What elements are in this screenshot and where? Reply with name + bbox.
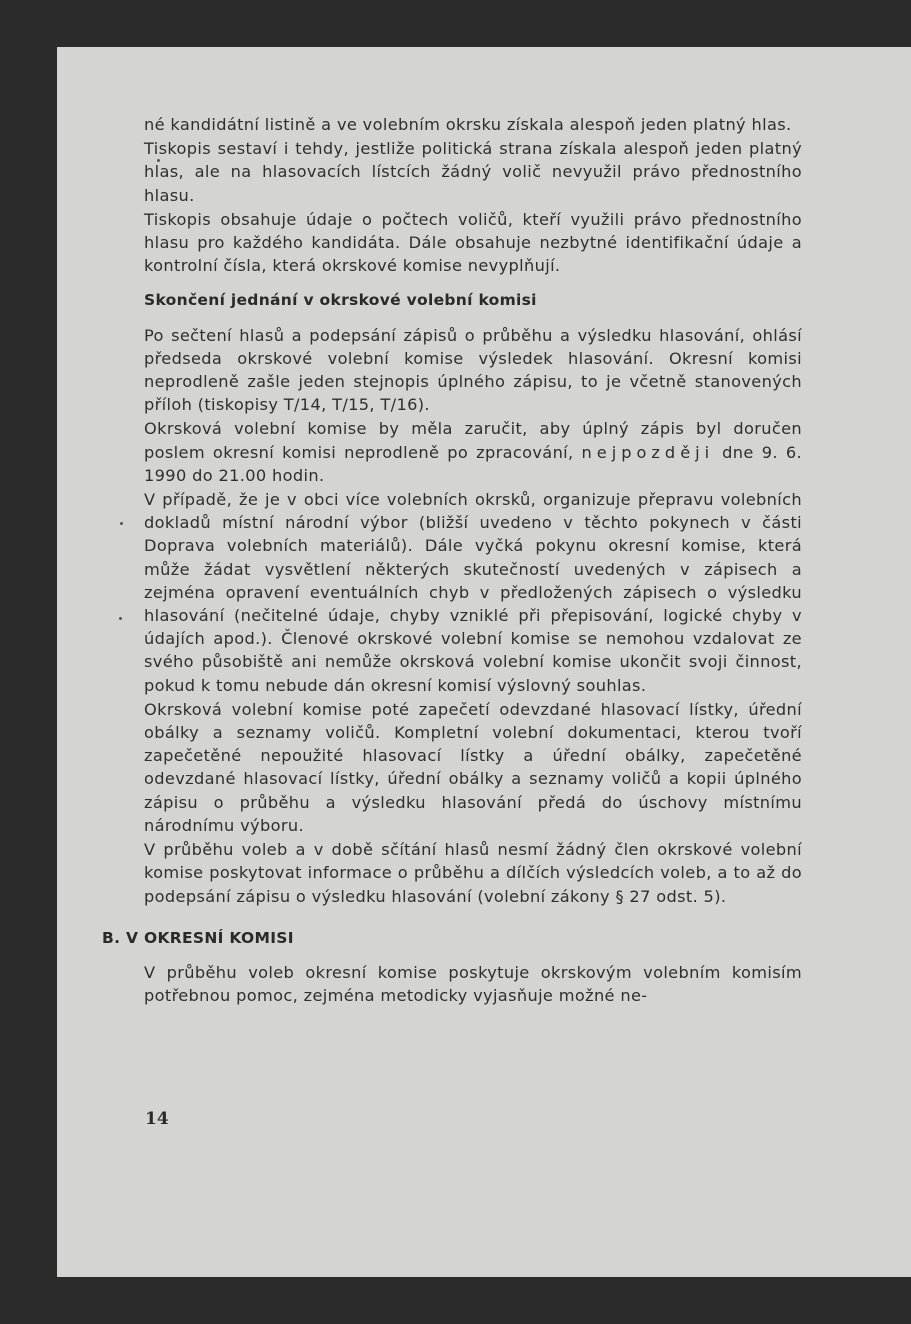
speck: [157, 159, 160, 162]
paragraph: Okrsková volební komise poté zapečetí odevzdané hlasovací lístky, úřední obálky a seznamy voličů. Kompletní volební dokumentaci, kterou tvoří zapečetěné nepoužité hlasovací lístky a úřední obálky, zapečetěné odevzdané hlasovací lístky, úřední obálky a seznamy voličů a kopii úplného zápisu o průběhu a výsledku hlasování předá do úschovy místnímu národnímu výboru.: [144, 699, 802, 835]
paragraph: V průběhu voleb okresní komise poskytuje okrskovým volebním komisím potřebnou pomoc, zejména metodicky vyjasňuje možné ne-: [144, 962, 802, 1006]
document-page: [57, 47, 911, 1277]
speck: [119, 617, 122, 620]
paragraph: Tiskopis obsahuje údaje o počtech voličů, kteří využili právo přednostního hlasu pro každého kandidáta. Dále obsahuje nezbytné identifikační údaje a kontrolní čísla, která okrskové komise nevyplňují.: [144, 209, 802, 276]
paragraph: Po sečtení hlasů a podepsání zápisů o průběhu a výsledku hlasování, ohlásí předseda okrskové volební komise výsledek hlasování. Okresní komisi neprodleně zašle jeden stejnopis úplného zápisu, to je včetně stanovených příloh (tiskopisy T/14, T/15, T/16).: [144, 325, 802, 415]
page-number: 14: [145, 1109, 169, 1129]
section-heading: B. V OKRESNÍ KOMISI: [102, 928, 294, 947]
paragraph: né kandidátní listině a ve volebním okrsku získala alespoň jeden platný hlas.: [144, 115, 792, 134]
paragraph-text: Okrsková volební komise by měla zaručit, aby úplný zápis byl doručen poslem okresní komisi neprodleně po zpracování,: [144, 419, 802, 462]
emphasis-text: nejpozději: [581, 442, 715, 462]
paragraph: V případě, že je v obci více volebních okrsků, organizuje přepravu volebních dokladů místní národní výbor (bližší uvedeno v těchto pokynech v části Doprava volebních materiálů). Dále vyčká pokynu okresní komise, která může žádat vysvětlení některých skutečností uvedených v zápisech a zejména opravení eventuálních chyb v předložených zápisech o výsledku hlasování (nečitelné údaje, chyby vzniklé při přepisování, logické chyby v údajích apod.). Členové okrskové volební komise se nemohou vzdalovat ze svého působiště ani nemůže okrsková volební komise ukončit svoji činnost, pokud k tomu nebude dán okresní komisí výslovný souhlas.: [144, 490, 802, 695]
paragraph: V průběhu voleb a v době sčítání hlasů nesmí žádný člen okrskové volební komise poskytovat informace o průběhu a dílčích výsledcích voleb, a to až do podepsání zápisu o výsledku hlasování (volební zákony § 27 odst. 5).: [144, 840, 802, 906]
paragraph: Tiskopis sestaví i tehdy, jestliže politická strana získala alespoň jeden platný hlas, ale na hlasovacích lístcích žádný volič nevyužil právo přednostního hlasu.: [144, 139, 802, 205]
paragraph: [144, 417, 802, 487]
paragraph-text: dne 9. 6. 1990 do 21.00 hodin.: [144, 442, 802, 485]
page-body: [102, 113, 802, 1008]
speck: [120, 522, 123, 525]
section-heading: Skončení jednání v okrskové volební komisi: [144, 291, 537, 310]
